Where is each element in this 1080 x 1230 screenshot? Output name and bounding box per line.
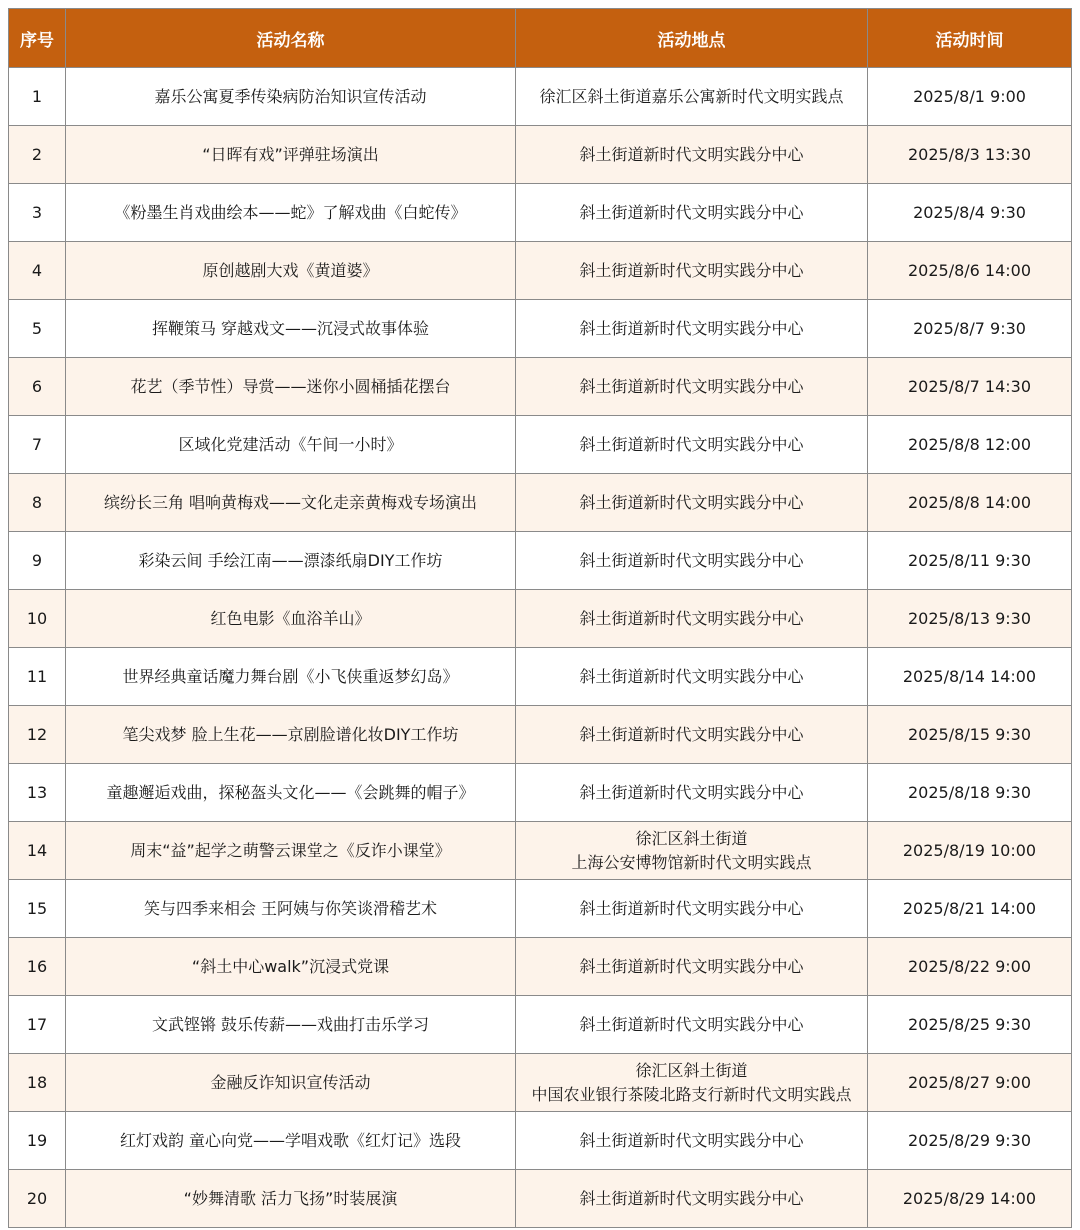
- activity-location: [516, 184, 868, 242]
- activity-time: 2025/8/21 14:00: [868, 880, 1072, 938]
- row-index: 1: [9, 68, 66, 126]
- activity-time: 2025/8/3 13:30: [868, 126, 1072, 184]
- location-line: 徐汇区斜土街道: [635, 828, 748, 848]
- row-index: 17: [9, 996, 66, 1054]
- table-row: [9, 880, 1072, 938]
- location-line: 中国农业银行茶陵北路支行新时代文明实践点: [531, 1084, 852, 1104]
- location-line: 徐汇区斜土街道: [635, 1060, 748, 1080]
- activity-time: 2025/8/8 12:00: [868, 416, 1072, 474]
- row-index: 15: [9, 880, 66, 938]
- table-row: [9, 1112, 1072, 1170]
- activity-location: [516, 590, 868, 648]
- activity-location: [516, 938, 868, 996]
- activity-time: 2025/8/29 14:00: [868, 1170, 1072, 1228]
- activity-time: 2025/8/29 9:30: [868, 1112, 1072, 1170]
- activity-location: [516, 416, 868, 474]
- activity-location: [516, 996, 868, 1054]
- location-line: 斜土街道新时代文明实践分中心: [579, 376, 804, 396]
- header-activity-time: 活动时间: [868, 9, 1072, 68]
- activity-time: 2025/8/7 9:30: [868, 300, 1072, 358]
- row-index: 18: [9, 1054, 66, 1112]
- activity-time: 2025/8/14 14:00: [868, 648, 1072, 706]
- location-line: 斜土街道新时代文明实践分中心: [579, 956, 804, 976]
- row-index: 4: [9, 242, 66, 300]
- location-line: 斜土街道新时代文明实践分中心: [579, 260, 804, 280]
- activity-name: “日晖有戏”评弹驻场演出: [66, 126, 516, 184]
- header-activity-name: 活动名称: [66, 9, 516, 68]
- table-row: [9, 590, 1072, 648]
- activity-time: 2025/8/15 9:30: [868, 706, 1072, 764]
- location-line: 斜土街道新时代文明实践分中心: [579, 608, 804, 628]
- activity-name: 红色电影《血浴羊山》: [66, 590, 516, 648]
- activity-time: 2025/8/22 9:00: [868, 938, 1072, 996]
- table-header-row: [9, 9, 1072, 68]
- activity-name: 周末“益”起学之萌警云课堂之《反诈小课堂》: [66, 822, 516, 880]
- activity-location: [516, 300, 868, 358]
- activity-name: 红灯戏韵 童心向党——学唱戏歌《红灯记》选段: [66, 1112, 516, 1170]
- activity-name: 花艺（季节性）导赏——迷你小圆桶插花摆台: [66, 358, 516, 416]
- location-line: 徐汇区斜土街道嘉乐公寓新时代文明实践点: [539, 86, 844, 106]
- row-index: 14: [9, 822, 66, 880]
- activity-time: 2025/8/11 9:30: [868, 532, 1072, 590]
- table-row: [9, 1170, 1072, 1228]
- activity-name: 金融反诈知识宣传活动: [66, 1054, 516, 1112]
- location-line: 斜土街道新时代文明实践分中心: [579, 434, 804, 454]
- activity-name: 缤纷长三角 唱响黄梅戏——文化走亲黄梅戏专场演出: [66, 474, 516, 532]
- activity-time: 2025/8/6 14:00: [868, 242, 1072, 300]
- activity-name: 世界经典童话魔力舞台剧《小飞侠重返梦幻岛》: [66, 648, 516, 706]
- activity-location: [516, 242, 868, 300]
- table-row: [9, 822, 1072, 880]
- row-index: 20: [9, 1170, 66, 1228]
- activity-time: 2025/8/1 9:00: [868, 68, 1072, 126]
- table-row: [9, 416, 1072, 474]
- activity-time: 2025/8/27 9:00: [868, 1054, 1072, 1112]
- activity-time: 2025/8/18 9:30: [868, 764, 1072, 822]
- activity-location: [516, 1112, 868, 1170]
- table-row: [9, 126, 1072, 184]
- activity-schedule: [8, 8, 1071, 1228]
- location-line: 斜土街道新时代文明实践分中心: [579, 1014, 804, 1034]
- activity-time: 2025/8/13 9:30: [868, 590, 1072, 648]
- activity-location: [516, 474, 868, 532]
- location-line: 斜土街道新时代文明实践分中心: [579, 724, 804, 744]
- location-line: 斜土街道新时代文明实践分中心: [579, 144, 804, 164]
- table-row: [9, 648, 1072, 706]
- table-row: [9, 938, 1072, 996]
- location-line: 斜土街道新时代文明实践分中心: [579, 1130, 804, 1150]
- location-line: 斜土街道新时代文明实践分中心: [579, 782, 804, 802]
- table-row: [9, 184, 1072, 242]
- table-row: [9, 706, 1072, 764]
- table-row: [9, 68, 1072, 126]
- activity-name: 彩染云间 手绘江南——漂漆纸扇DIY工作坊: [66, 532, 516, 590]
- table-row: [9, 300, 1072, 358]
- row-index: 6: [9, 358, 66, 416]
- activity-location: [516, 1170, 868, 1228]
- location-line: 上海公安博物馆新时代文明实践点: [571, 852, 812, 872]
- activity-name: 嘉乐公寓夏季传染病防治知识宣传活动: [66, 68, 516, 126]
- header-activity-location: 活动地点: [516, 9, 868, 68]
- activity-location: [516, 822, 868, 880]
- activity-table: [8, 8, 1072, 1228]
- row-index: 10: [9, 590, 66, 648]
- activity-name: 《粉墨生肖戏曲绘本——蛇》了解戏曲《白蛇传》: [66, 184, 516, 242]
- row-index: 7: [9, 416, 66, 474]
- table-row: [9, 532, 1072, 590]
- activity-time: 2025/8/25 9:30: [868, 996, 1072, 1054]
- location-line: 斜土街道新时代文明实践分中心: [579, 898, 804, 918]
- activity-location: [516, 706, 868, 764]
- table-row: [9, 474, 1072, 532]
- activity-time: 2025/8/8 14:00: [868, 474, 1072, 532]
- activity-name: 原创越剧大戏《黄道婆》: [66, 242, 516, 300]
- location-line: 斜土街道新时代文明实践分中心: [579, 666, 804, 686]
- location-line: 斜土街道新时代文明实践分中心: [579, 202, 804, 222]
- row-index: 11: [9, 648, 66, 706]
- row-index: 19: [9, 1112, 66, 1170]
- location-line: 斜土街道新时代文明实践分中心: [579, 318, 804, 338]
- activity-location: [516, 880, 868, 938]
- row-index: 5: [9, 300, 66, 358]
- activity-name: 区域化党建活动《午间一小时》: [66, 416, 516, 474]
- location-line: 斜土街道新时代文明实践分中心: [579, 550, 804, 570]
- table-row: [9, 996, 1072, 1054]
- table-body: [9, 68, 1072, 1228]
- row-index: 9: [9, 532, 66, 590]
- row-index: 16: [9, 938, 66, 996]
- row-index: 2: [9, 126, 66, 184]
- activity-name: 笑与四季来相会 王阿姨与你笑谈滑稽艺术: [66, 880, 516, 938]
- activity-location: [516, 532, 868, 590]
- activity-time: 2025/8/19 10:00: [868, 822, 1072, 880]
- activity-location: [516, 1054, 868, 1112]
- activity-name: “斜土中心walk”沉浸式党课: [66, 938, 516, 996]
- activity-name: “妙舞清歌 活力飞扬”时装展演: [66, 1170, 516, 1228]
- table-row: [9, 242, 1072, 300]
- activity-name: 童趣邂逅戏曲，探秘盔头文化——《会跳舞的帽子》: [66, 764, 516, 822]
- table-row: [9, 764, 1072, 822]
- location-line: 斜土街道新时代文明实践分中心: [579, 1188, 804, 1208]
- row-index: 3: [9, 184, 66, 242]
- row-index: 12: [9, 706, 66, 764]
- table-row: [9, 358, 1072, 416]
- activity-name: 文武铿锵 鼓乐传薪——戏曲打击乐学习: [66, 996, 516, 1054]
- location-line: 斜土街道新时代文明实践分中心: [579, 492, 804, 512]
- activity-time: 2025/8/4 9:30: [868, 184, 1072, 242]
- activity-location: [516, 358, 868, 416]
- row-index: 13: [9, 764, 66, 822]
- activity-location: [516, 648, 868, 706]
- activity-name: 挥鞭策马 穿越戏文——沉浸式故事体验: [66, 300, 516, 358]
- activity-location: [516, 68, 868, 126]
- header-index: 序号: [9, 9, 66, 68]
- table-row: [9, 1054, 1072, 1112]
- activity-location: [516, 126, 868, 184]
- activity-time: 2025/8/7 14:30: [868, 358, 1072, 416]
- activity-name: 笔尖戏梦 脸上生花——京剧脸谱化妆DIY工作坊: [66, 706, 516, 764]
- activity-location: [516, 764, 868, 822]
- row-index: 8: [9, 474, 66, 532]
